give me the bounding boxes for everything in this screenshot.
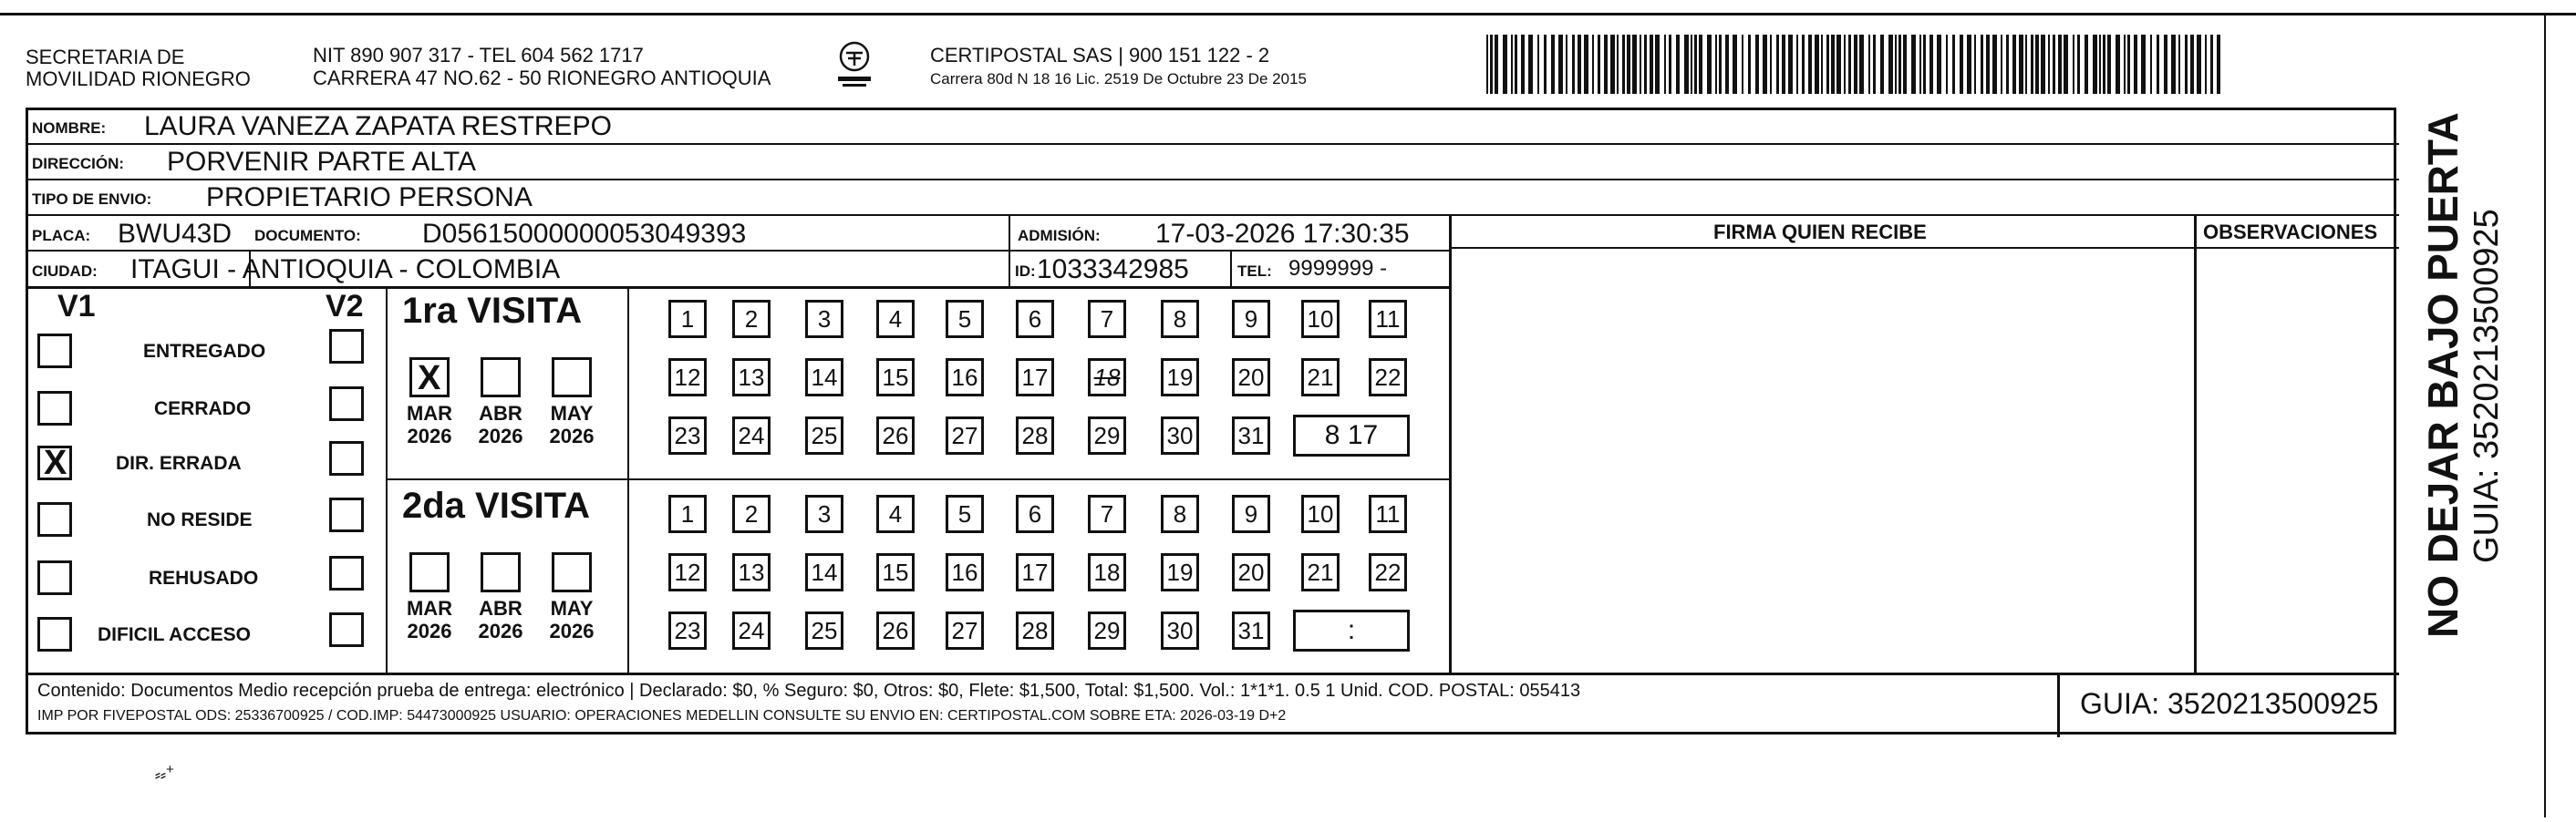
year-label: 2026 xyxy=(478,425,523,447)
delivery-form xyxy=(26,108,2396,735)
barcode-bar xyxy=(1592,35,1594,94)
barcode-bar xyxy=(1859,35,1864,94)
barcode-bar xyxy=(1895,35,1897,94)
barcode-bar xyxy=(2210,35,2213,94)
barcode-bar xyxy=(1511,35,1513,94)
day-box[interactable]: 22 xyxy=(1369,553,1407,591)
day-box[interactable]: 10 xyxy=(1301,300,1340,338)
year-label: 2026 xyxy=(549,620,595,642)
barcode-bar xyxy=(1733,35,1737,94)
barcode-bar xyxy=(2217,35,2220,94)
day-box[interactable]: 16 xyxy=(946,553,984,591)
month-checkbox[interactable] xyxy=(552,552,592,592)
barcode-bar xyxy=(2064,35,2068,94)
barcode-bar xyxy=(1644,35,1647,94)
rule-observaciones-left xyxy=(2194,214,2197,673)
barcode-bar xyxy=(1821,35,1823,94)
barcode-bar xyxy=(1495,35,1498,94)
barcode-bar xyxy=(1699,35,1702,94)
day-box[interactable]: 21 xyxy=(1301,358,1340,396)
v2-checkbox[interactable] xyxy=(329,441,364,476)
rule-visit-middle xyxy=(386,478,1449,480)
barcode-bar xyxy=(1694,35,1697,94)
barcode-bar xyxy=(2041,35,2045,94)
admision-label: ADMISIÓN: xyxy=(1018,227,1101,244)
day-box[interactable]: 15 xyxy=(876,553,915,591)
v2-checkbox[interactable] xyxy=(329,329,364,364)
barcode-bar xyxy=(1788,35,1793,94)
day-box[interactable]: 28 xyxy=(1016,416,1054,455)
barcode-bar xyxy=(1923,35,1926,94)
day-box[interactable]: 8 xyxy=(1161,300,1199,338)
day-box[interactable]: 29 xyxy=(1088,416,1126,455)
day-box[interactable]: 7 xyxy=(1088,300,1126,338)
visit-time-box[interactable]: 8 17 xyxy=(1293,415,1410,457)
day-box[interactable]: 27 xyxy=(946,416,984,455)
barcode-bar xyxy=(2190,35,2194,94)
month-label: ABR xyxy=(479,402,522,425)
day-box[interactable]: 8 xyxy=(1161,495,1199,533)
day-box[interactable]: 24 xyxy=(732,611,771,650)
day-box[interactable]: 5 xyxy=(946,495,984,533)
rule-ciudad xyxy=(28,286,1449,289)
barcode-bar xyxy=(1598,35,1600,94)
rule-placa xyxy=(28,250,1449,252)
barcode-bar xyxy=(1707,35,1712,94)
day-box[interactable]: 24 xyxy=(732,416,771,455)
day-box[interactable]: 10 xyxy=(1301,495,1340,533)
rule-signature-left xyxy=(1449,214,1452,673)
day-box[interactable]: 4 xyxy=(876,495,915,533)
carrier-name: CERTIPOSTAL SAS | 900 151 122 - 2 xyxy=(930,44,1270,67)
day-box[interactable]: 1 xyxy=(668,495,707,533)
barcode-bar xyxy=(1911,35,1916,94)
barcode-bar xyxy=(1770,35,1772,94)
day-box[interactable]: 9 xyxy=(1232,300,1270,338)
barcode-bar xyxy=(1486,35,1488,94)
day-box[interactable]: 14 xyxy=(805,358,843,396)
side-guia: GUIA: 3520213500925 xyxy=(2467,209,2506,563)
barcode-bar xyxy=(1715,35,1717,94)
day-box[interactable]: 3 xyxy=(805,300,843,338)
id-label: ID: xyxy=(1015,262,1036,280)
day-box[interactable]: 9 xyxy=(1232,495,1270,533)
status-option-label: CERRADO xyxy=(154,398,252,419)
barcode-bar xyxy=(1873,35,1876,94)
day-box[interactable]: 22 xyxy=(1369,358,1407,396)
barcode-bar xyxy=(1854,35,1857,94)
barcode-bar xyxy=(2012,35,2016,94)
barcode-bar xyxy=(2031,35,2033,94)
nombre-value: LAURA VANEZA ZAPATA RESTREPO xyxy=(144,111,612,141)
status-option-label: REHUSADO xyxy=(149,568,259,589)
day-box[interactable]: 1 xyxy=(668,300,707,338)
barcode xyxy=(1486,35,2225,94)
day-box[interactable]: 12 xyxy=(668,358,707,396)
day-box[interactable]: 2 xyxy=(732,300,771,338)
direccion-label: DIRECCIÓN: xyxy=(32,155,125,172)
day-box[interactable]: 27 xyxy=(946,611,984,650)
id-value: 1033342985 xyxy=(1037,254,1189,284)
day-box[interactable]: 5 xyxy=(946,300,984,338)
visit-time-box[interactable]: : xyxy=(1293,610,1410,652)
barcode-bar xyxy=(1572,35,1575,94)
barcode-bar xyxy=(2157,35,2159,94)
ciudad-value: ITAGUI - ANTIOQUIA - COLOMBIA xyxy=(130,254,561,284)
barcode-bar xyxy=(1986,35,1990,94)
month-checkbox[interactable] xyxy=(481,357,521,397)
carrier-license: Carrera 80d N 18 16 Lic. 2519 De Octubre 23 De 2015 xyxy=(930,70,1307,87)
footer-contents: Contenido: Documentos Medio recepción prueba de entrega: electrónico | Declarado: $0, % Seguro: $0, Otros: $0, Flete: $1,500, Total: $1,500. Vol.: 1*1*1. 0.5 1 Unid. COD. POSTAL: 055413 xyxy=(37,681,1581,701)
barcode-bar xyxy=(2093,35,2097,94)
barcode-bar xyxy=(1725,35,1729,94)
placa-value: BWU43D xyxy=(118,219,233,249)
barcode-bar xyxy=(1584,35,1588,94)
barcode-bar xyxy=(2127,35,2130,94)
v1-checkbox[interactable] xyxy=(37,334,72,368)
barcode-bar xyxy=(1782,35,1785,94)
barcode-bar xyxy=(1937,35,1941,94)
barcode-bar xyxy=(2124,35,2126,94)
barcode-bar xyxy=(1880,35,1884,94)
top-edge-line xyxy=(0,13,2576,15)
day-box[interactable]: 25 xyxy=(805,416,843,455)
day-box[interactable]: 13 xyxy=(732,553,771,591)
day-box[interactable]: 23 xyxy=(668,416,707,455)
barcode-bar xyxy=(1604,35,1608,94)
barcode-bar xyxy=(1844,35,1846,94)
nombre-label: NOMBRE: xyxy=(32,119,107,137)
visit-title: 1ra VISITA xyxy=(402,291,583,331)
month-checkbox[interactable] xyxy=(552,357,592,397)
tel-label: TEL: xyxy=(1237,262,1272,280)
rule-admision-sep xyxy=(1009,215,1010,286)
barcode-bar xyxy=(2107,35,2111,94)
barcode-bar xyxy=(1558,35,1563,94)
rule-nombre xyxy=(28,143,2399,145)
day-box[interactable]: 25 xyxy=(805,611,843,650)
tipo-envio-value: PROPIETARIO PERSONA xyxy=(206,182,533,212)
barcode-bar xyxy=(1521,35,1525,94)
barcode-bar xyxy=(1868,35,1870,94)
day-box[interactable]: 12 xyxy=(668,553,707,591)
v2-label: V2 xyxy=(326,289,364,324)
day-box[interactable]: 6 xyxy=(1016,495,1054,533)
day-box[interactable]: 6 xyxy=(1016,300,1054,338)
rule-tipo xyxy=(28,214,2399,216)
v2-checkbox[interactable] xyxy=(329,556,364,591)
barcode-bar xyxy=(1627,35,1630,94)
day-box[interactable]: 31 xyxy=(1232,416,1270,455)
barcode-bar xyxy=(1929,35,1933,94)
day-box[interactable]: 19 xyxy=(1161,358,1199,396)
barcode-bar xyxy=(2001,35,2002,94)
month-checkbox[interactable] xyxy=(409,552,450,592)
direccion-value: PORVENIR PARTE ALTA xyxy=(167,147,476,177)
day-box[interactable]: 11 xyxy=(1369,300,1407,338)
barcode-bar xyxy=(1503,35,1507,94)
month-checkbox[interactable] xyxy=(409,357,450,397)
status-option-label: NO RESIDE xyxy=(147,509,253,530)
v1-label: V1 xyxy=(57,289,96,324)
barcode-bar xyxy=(1566,35,1567,94)
month-label: MAY xyxy=(550,597,594,620)
month-label: ABR xyxy=(479,597,522,620)
day-box[interactable]: 15 xyxy=(876,358,915,396)
day-box[interactable]: 20 xyxy=(1232,358,1270,396)
rule-tel-sep xyxy=(1230,252,1232,286)
rule-footer xyxy=(28,673,2399,675)
barcode-bar xyxy=(1669,35,1671,94)
rule-sig-header xyxy=(1449,247,2399,249)
barcode-bar xyxy=(1960,35,1963,94)
barcode-bar xyxy=(1742,35,1743,94)
barcode-bar xyxy=(1946,35,1948,94)
barcode-bar xyxy=(1808,35,1812,94)
right-edge-line xyxy=(2544,15,2546,817)
day-box[interactable]: 7 xyxy=(1088,495,1126,533)
barcode-bar xyxy=(1719,35,1722,94)
barcode-bar xyxy=(1776,35,1779,94)
barcode-bar xyxy=(1610,35,1615,94)
admision-value: 17-03-2026 17:30:35 xyxy=(1155,219,1410,249)
barcode-bar xyxy=(1490,35,1493,94)
year-label: 2026 xyxy=(478,620,523,642)
day-box[interactable]: 4 xyxy=(876,300,915,338)
v2-checkbox[interactable] xyxy=(329,386,364,421)
barcode-bar xyxy=(1919,35,1921,94)
day-box[interactable]: 3 xyxy=(805,495,843,533)
issuer-name-line2: MOVILIDAD RIONEGRO xyxy=(26,67,251,90)
tipo-envio-label: TIPO DE ENVIO: xyxy=(32,190,152,208)
barcode-bar xyxy=(1640,35,1641,94)
barcode-bar xyxy=(1655,35,1660,94)
barcode-bar xyxy=(1528,35,1533,94)
signature-header: FIRMA QUIEN RECIBE xyxy=(1713,221,1927,243)
day-box[interactable]: 11 xyxy=(1369,495,1407,533)
barcode-bar xyxy=(2197,35,2201,94)
barcode-bar xyxy=(2053,35,2055,94)
barcode-bar xyxy=(1898,35,1901,94)
barcode-bar xyxy=(1684,35,1689,94)
barcode-bar xyxy=(1622,35,1625,94)
barcode-bar xyxy=(1676,35,1680,94)
day-box[interactable]: 21 xyxy=(1301,553,1340,591)
month-label: MAY xyxy=(550,402,594,425)
year-label: 2026 xyxy=(407,620,452,642)
barcode-bar xyxy=(1848,35,1851,94)
day-box[interactable]: 2 xyxy=(732,495,771,533)
barcode-bar xyxy=(1952,35,1955,94)
day-box[interactable]: 19 xyxy=(1161,553,1199,591)
status-option-label: ENTREGADO xyxy=(143,341,266,362)
barcode-bar xyxy=(2058,35,2062,94)
barcode-bar xyxy=(2077,35,2080,94)
day-box[interactable]: 30 xyxy=(1161,611,1199,650)
barcode-bar xyxy=(1974,35,1976,94)
day-box[interactable]: 29 xyxy=(1088,611,1126,650)
barcode-bar xyxy=(2171,35,2176,94)
footer-print-info: IMP POR FIVEPOSTAL ODS: 25336700925 / COD.IMP: 54473000925 USUARIO: OPERACIONES MEDELLIN CONSULTE SU ENVIO EN: CERTIPOSTAL.COM SOBRE ETA: 2026-03-19 D+2 xyxy=(37,708,1287,724)
rule-direccion xyxy=(28,179,2399,180)
barcode-bar xyxy=(1551,35,1555,94)
v2-checkbox[interactable] xyxy=(329,498,364,532)
barcode-bar xyxy=(2085,35,2088,94)
barcode-bar xyxy=(2116,35,2120,94)
day-box[interactable]: 18 xyxy=(1088,553,1126,591)
day-box[interactable]: 26 xyxy=(876,611,915,650)
barcode-bar xyxy=(1815,35,1819,94)
barcode-bar xyxy=(2178,35,2180,94)
barcode-bar xyxy=(1544,35,1547,94)
issuer-address: CARRERA 47 NO.62 - 50 RIONEGRO ANTIOQUIA xyxy=(313,67,771,89)
handwritten-mark: ⸗⸗+ xyxy=(155,762,174,784)
certipostal-logo-icon xyxy=(835,38,874,91)
barcode-bar xyxy=(2099,35,2101,94)
day-box[interactable]: 17 xyxy=(1016,553,1054,591)
barcode-bar xyxy=(2141,35,2146,94)
barcode-bar xyxy=(1967,35,1971,94)
barcode-bar xyxy=(2006,35,2009,94)
barcode-bar xyxy=(1632,35,1637,94)
check-x-mark: X xyxy=(44,444,67,482)
day-box[interactable]: 30 xyxy=(1161,416,1199,455)
barcode-bar xyxy=(2150,35,2152,94)
barcode-bar xyxy=(2025,35,2027,94)
barcode-bar xyxy=(2205,35,2207,94)
day-box[interactable]: 26 xyxy=(876,416,915,455)
day-box[interactable]: 28 xyxy=(1016,611,1054,650)
barcode-bar xyxy=(2048,35,2050,94)
month-label: MAR xyxy=(406,597,453,620)
v1-checkbox[interactable] xyxy=(37,391,72,426)
barcode-bar xyxy=(1836,35,1841,94)
barcode-bar xyxy=(1691,35,1692,94)
visit-title: 2da VISITA xyxy=(402,486,590,526)
day-box[interactable]: 31 xyxy=(1232,611,1270,650)
v1-checkbox[interactable] xyxy=(37,560,72,595)
ciudad-label: CIUDAD: xyxy=(32,262,98,280)
barcode-bar xyxy=(1617,35,1619,94)
year-label: 2026 xyxy=(549,425,595,447)
barcode-bar xyxy=(2035,35,2039,94)
documento-label: DOCUMENTO: xyxy=(254,227,361,244)
day-box[interactable]: 17 xyxy=(1016,358,1054,396)
v1-checkbox[interactable] xyxy=(37,502,72,537)
day-box[interactable]: 23 xyxy=(668,611,707,650)
footer-guia: GUIA: 3520213500925 xyxy=(2057,673,2399,737)
v1-checkbox[interactable] xyxy=(37,617,72,652)
check-x-mark: X xyxy=(418,359,441,397)
barcode-bar xyxy=(1650,35,1653,94)
status-option-label: DIFICIL ACCESO xyxy=(98,624,252,645)
day-box[interactable]: 18 xyxy=(1088,358,1126,396)
barcode-bar xyxy=(1796,35,1798,94)
v1-checkbox[interactable] xyxy=(37,446,72,480)
issuer-name-line1: SECRETARIA DE xyxy=(26,46,185,68)
observaciones-header: OBSERVACIONES xyxy=(2203,221,2378,243)
barcode-bar xyxy=(1763,35,1767,94)
status-option-label: DIR. ERRADA xyxy=(116,453,242,474)
documento-value: D05615000000053049393 xyxy=(422,219,747,249)
barcode-bar xyxy=(1903,35,1907,94)
tel-value: 9999999 - xyxy=(1288,256,1388,281)
year-label: 2026 xyxy=(407,425,452,447)
barcode-bar xyxy=(1578,35,1581,94)
v2-checkbox[interactable] xyxy=(329,612,364,647)
barcode-bar xyxy=(1802,35,1805,94)
barcode-bar xyxy=(1888,35,1893,94)
barcode-bar xyxy=(1826,35,1829,94)
barcode-bar xyxy=(1981,35,1983,94)
barcode-bar xyxy=(2103,35,2105,94)
barcode-bar xyxy=(2185,35,2188,94)
month-label: MAR xyxy=(406,402,453,425)
day-box[interactable]: 20 xyxy=(1232,553,1270,591)
month-checkbox[interactable] xyxy=(481,552,521,592)
barcode-bar xyxy=(1831,35,1835,94)
barcode-bar xyxy=(1515,35,1517,94)
barcode-bar xyxy=(1664,35,1666,94)
barcode-bar xyxy=(2164,35,2167,94)
day-box[interactable]: 16 xyxy=(946,358,984,396)
day-box[interactable]: 13 xyxy=(732,358,771,396)
barcode-bar xyxy=(2134,35,2137,94)
barcode-bar xyxy=(2073,35,2074,94)
day-box[interactable]: 14 xyxy=(805,553,843,591)
barcode-bar xyxy=(1992,35,1997,94)
no-dejar-bajo-puerta: NO DEJAR BAJO PUERTA xyxy=(2419,112,2467,638)
barcode-bar xyxy=(1537,35,1539,94)
barcode-bar xyxy=(1748,35,1751,94)
barcode-bar xyxy=(1755,35,1759,94)
placa-label: PLACA: xyxy=(32,227,91,244)
issuer-nit: NIT 890 907 317 - TEL 604 562 1717 xyxy=(313,44,644,67)
barcode-bar xyxy=(2019,35,2023,94)
